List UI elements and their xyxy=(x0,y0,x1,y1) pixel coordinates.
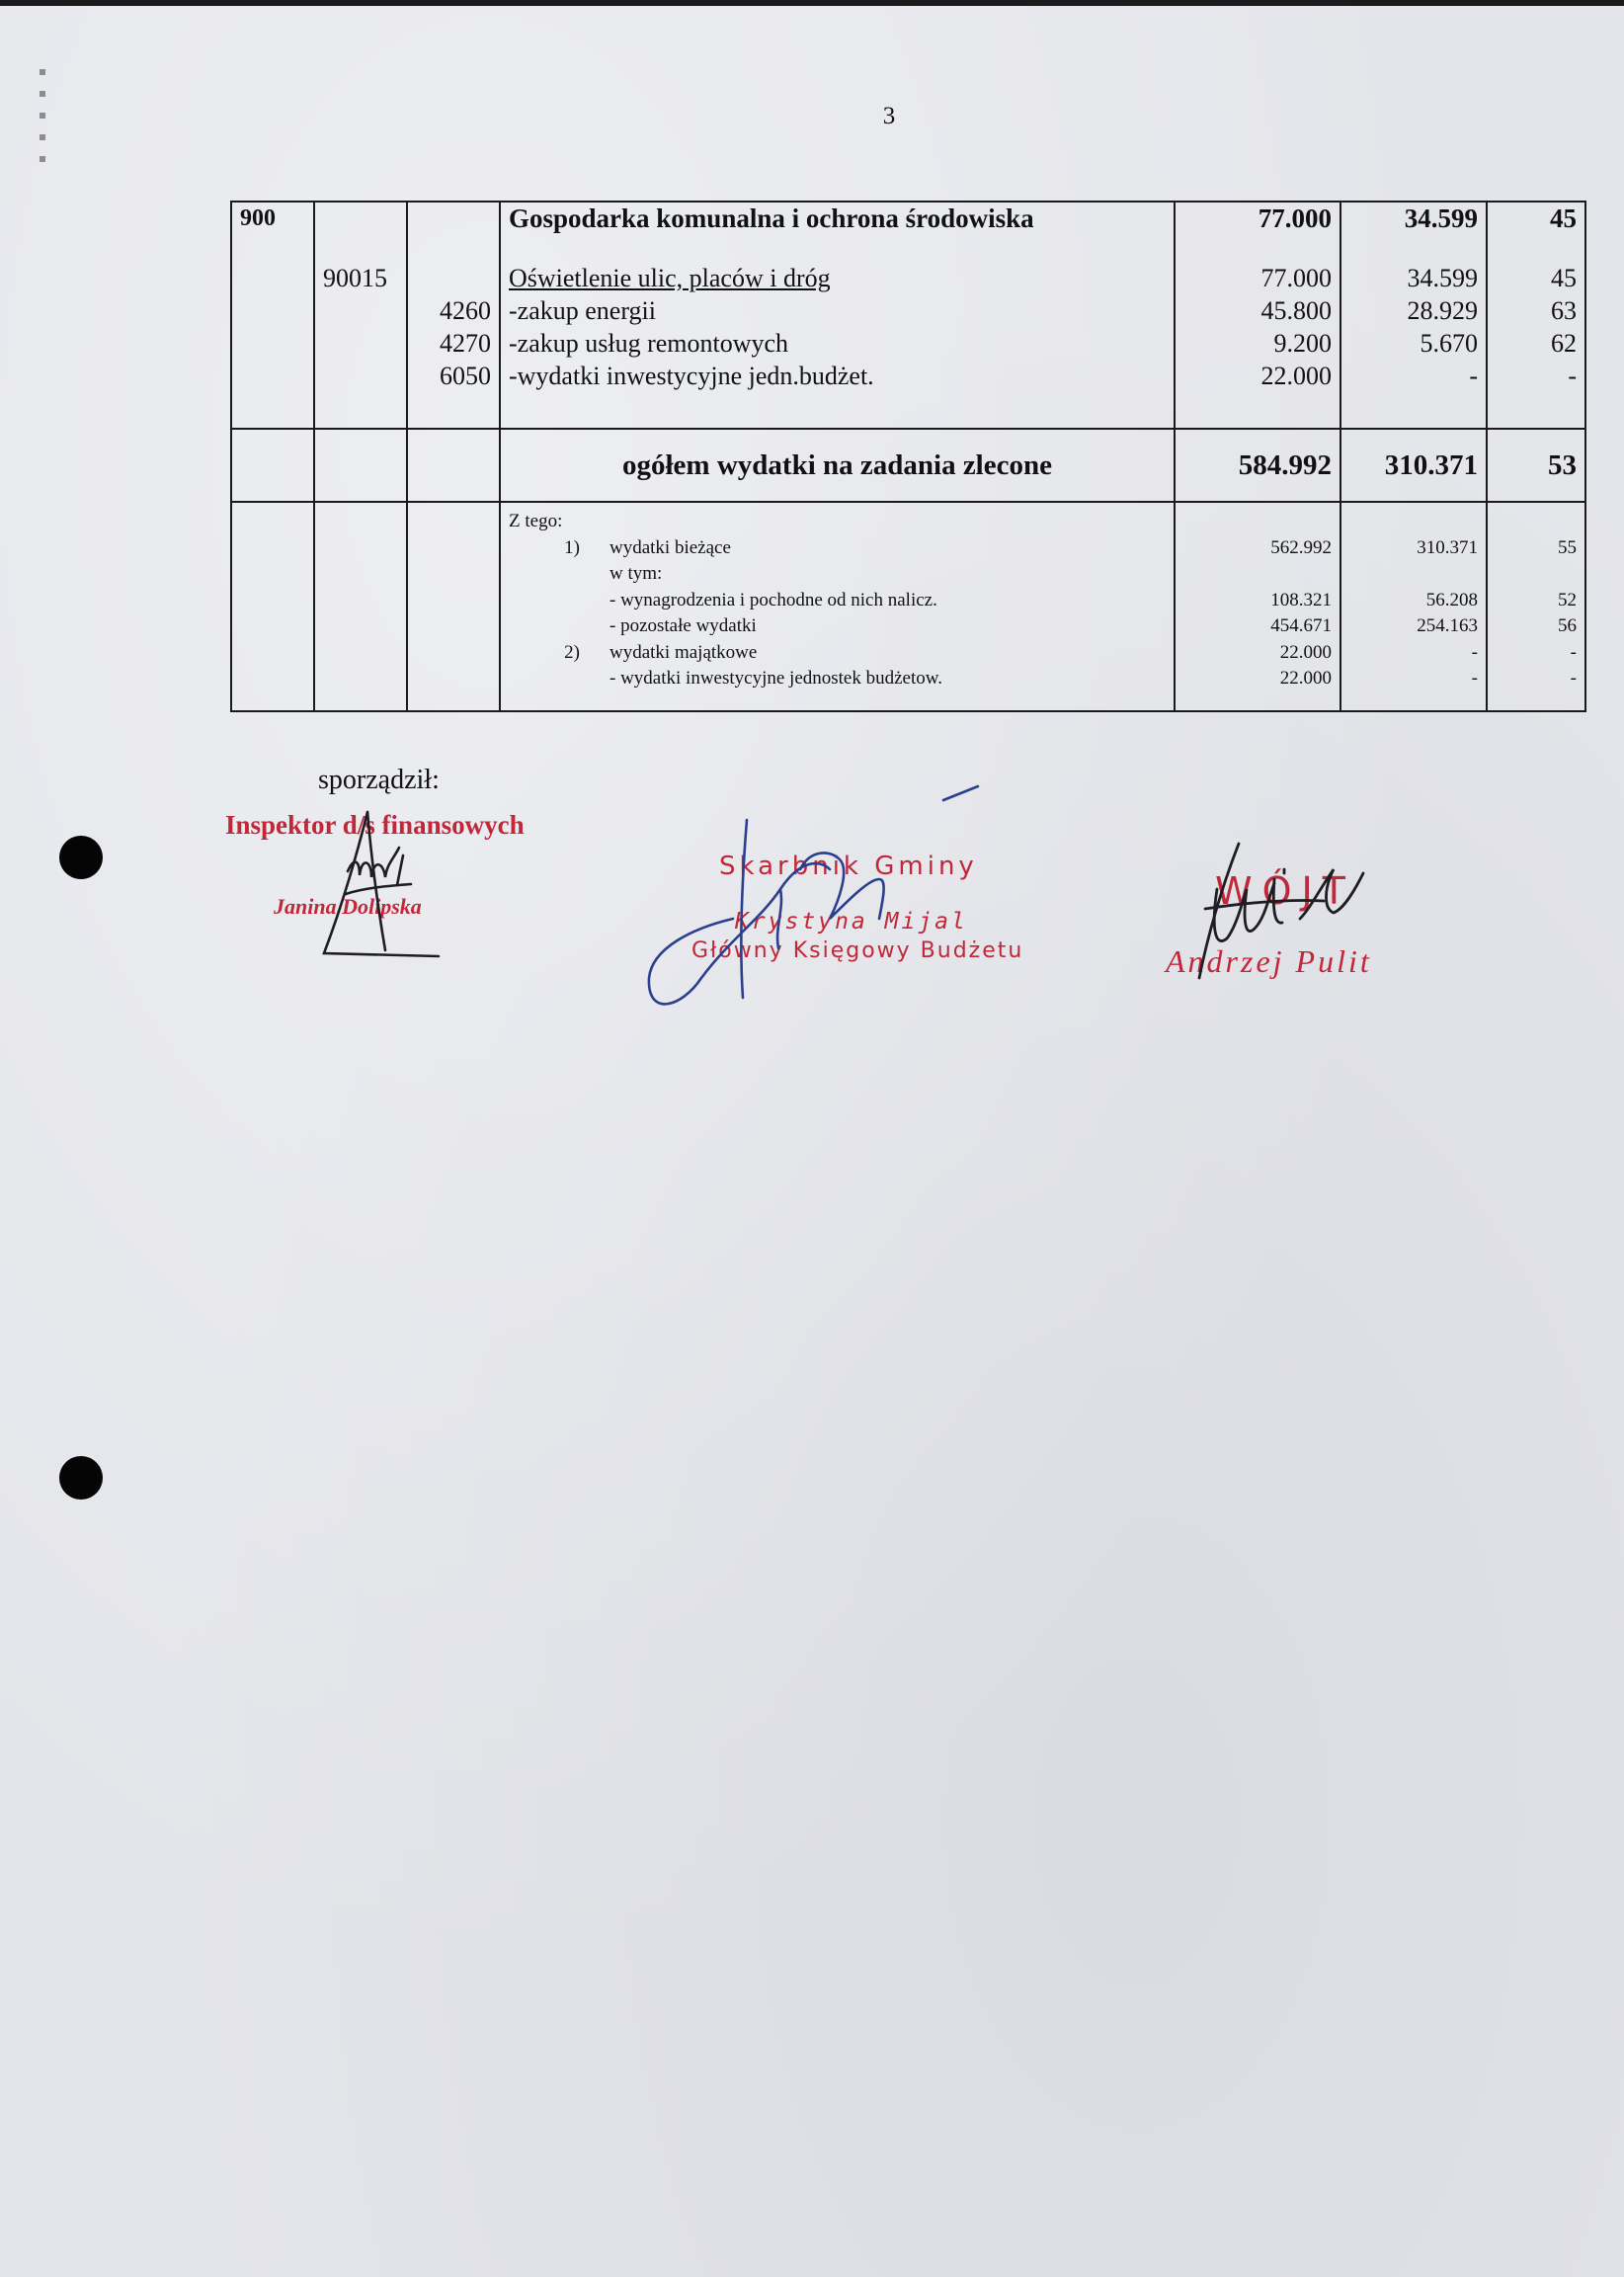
paragraf-code: 4260 xyxy=(440,296,491,325)
summary-label: - pozostałe wydatki xyxy=(609,615,757,636)
prepared-by-label: sporządził: xyxy=(318,765,440,795)
summary-index: 1) xyxy=(564,536,580,558)
summary-label: wydatki bieżące xyxy=(609,536,731,558)
item-percent: - xyxy=(1568,362,1577,390)
page-number: 3 xyxy=(882,103,896,129)
summary-percent: 56 xyxy=(1558,615,1577,636)
treasurer-stamp-title: Skarbnik Gminy xyxy=(719,852,978,881)
item-percent: 63 xyxy=(1551,296,1577,325)
summary-plan: 22.000 xyxy=(1279,641,1332,663)
mayor-stamp-title: WÓJT xyxy=(1215,869,1355,913)
section-title: Gospodarka komunalna i ochrona środowiska xyxy=(509,203,1034,233)
mayor-signature xyxy=(1199,844,1363,978)
paragraf-code: 6050 xyxy=(440,362,491,390)
treasurer-stamp-name: Krystyna Mijal xyxy=(735,909,968,935)
inspector-signature xyxy=(324,812,439,956)
item-execution: - xyxy=(1469,362,1478,390)
mayor-stamp-name: Andrzej Pulit xyxy=(1166,943,1372,979)
total-percent: 53 xyxy=(1548,449,1577,481)
summary-percent: - xyxy=(1570,641,1577,663)
item-execution: 28.929 xyxy=(1407,296,1478,325)
summary-plan: 454.671 xyxy=(1270,615,1332,636)
summary-plan: 108.321 xyxy=(1270,589,1332,610)
section-percent: 45 xyxy=(1550,203,1577,233)
rozdzial-title: Oświetlenie ulic, placów i dróg xyxy=(509,264,831,292)
inspector-stamp-name: Janina Dolipska xyxy=(274,894,422,919)
summary-label: w tym: xyxy=(609,563,663,584)
item-name: -wydatki inwestycyjne jedn.budżet. xyxy=(509,362,874,390)
item-name: -zakup usług remontowych xyxy=(509,329,789,358)
summary-label: - wynagrodzenia i pochodne od nich nalicz. xyxy=(609,589,937,610)
rozdzial-execution: 34.599 xyxy=(1407,264,1478,292)
dzial-code: 900 xyxy=(240,205,276,231)
rozdzial-code: 90015 xyxy=(323,264,387,292)
treasurer-signature xyxy=(649,786,978,1004)
paragraf-code: 4270 xyxy=(440,329,491,358)
treasurer-stamp-role: Główny Księgowy Budżetu xyxy=(691,938,1024,963)
summary-plan: 22.000 xyxy=(1279,668,1332,689)
summary-label: - wydatki inwestycyjne jednostek budżetow. xyxy=(609,668,942,689)
summary-execution: - xyxy=(1471,668,1478,689)
item-name: -zakup energii xyxy=(509,296,656,325)
summary-intro: Z tego: xyxy=(509,511,563,531)
inspector-stamp-title: Inspektor d/s finansowych xyxy=(225,810,525,840)
item-percent: 62 xyxy=(1551,329,1577,358)
item-plan: 45.800 xyxy=(1260,296,1332,325)
rozdzial-percent: 45 xyxy=(1551,264,1577,292)
summary-execution: 310.371 xyxy=(1417,536,1478,558)
item-execution: 5.670 xyxy=(1420,329,1478,358)
total-plan: 584.992 xyxy=(1238,449,1332,481)
summary-percent: 55 xyxy=(1558,536,1577,558)
item-plan: 22.000 xyxy=(1260,362,1332,390)
section-plan: 77.000 xyxy=(1258,203,1332,233)
total-execution: 310.371 xyxy=(1384,449,1478,481)
summary-label: wydatki majątkowe xyxy=(609,641,758,663)
summary-execution: 254.163 xyxy=(1417,615,1478,636)
summary-index: 2) xyxy=(564,641,580,663)
section-execution: 34.599 xyxy=(1404,203,1478,233)
summary-execution: - xyxy=(1471,641,1478,663)
rozdzial-plan: 77.000 xyxy=(1260,264,1332,292)
item-plan: 9.200 xyxy=(1273,329,1332,358)
summary-execution: 56.208 xyxy=(1425,589,1478,610)
summary-percent: 52 xyxy=(1558,589,1577,610)
summary-percent: - xyxy=(1570,668,1577,689)
total-label: ogółem wydatki na zadania zlecone xyxy=(622,449,1052,481)
summary-plan: 562.992 xyxy=(1270,536,1332,558)
